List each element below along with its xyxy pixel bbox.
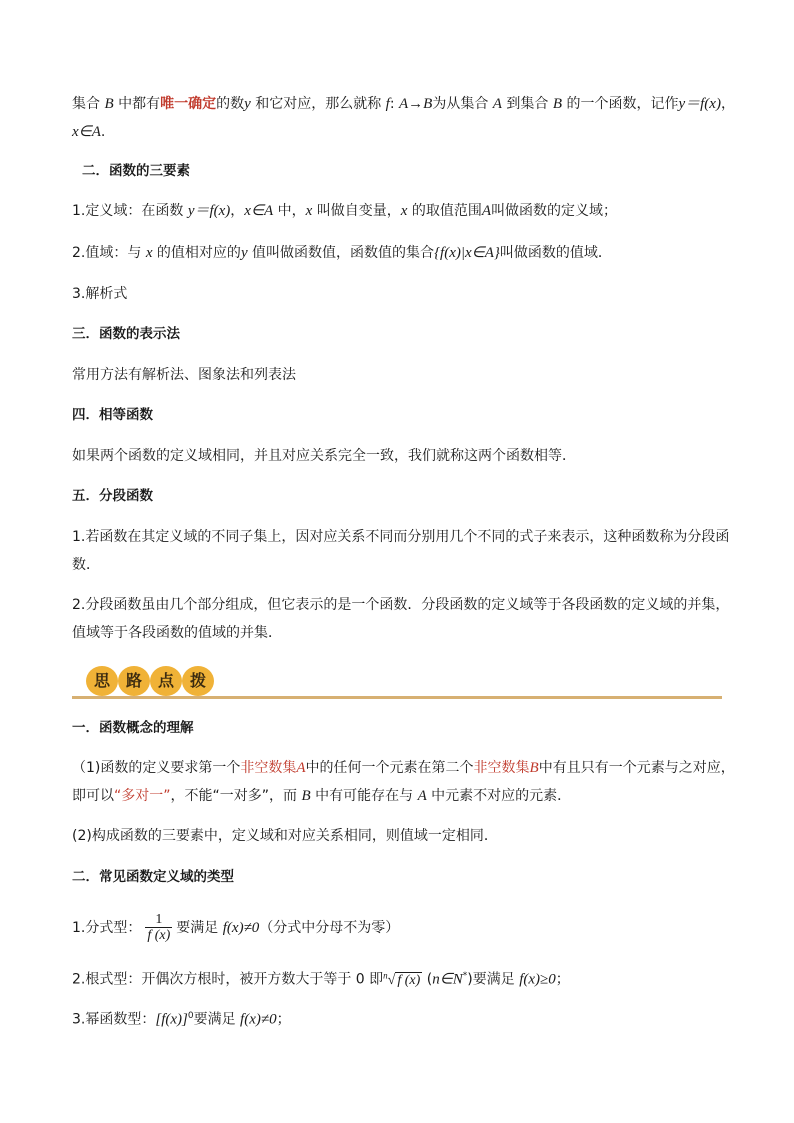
text: ，不能“一对多”，而 (170, 788, 302, 804)
math-var: A→B (399, 96, 433, 112)
text: 中， (273, 203, 306, 219)
text: 的取值范围 (407, 203, 482, 219)
text: 的一个函数，记作 (562, 96, 679, 112)
math-var: [f(x)] (155, 1011, 188, 1028)
text: 到集合 (501, 96, 553, 112)
section-heading: 二．函数的三要素 (82, 163, 190, 179)
paragraph-line: 1.若函数在其定义域的不同子集上，因对应关系不同而分别用几个不同的式子来表示，这种函数称为分段函 (72, 529, 730, 545)
banner-char: 拨 (182, 666, 214, 696)
section-heading: 四．相等函数 (72, 407, 153, 423)
math-var: x (400, 203, 408, 219)
section-heading: 一．函数概念的理解 (72, 720, 194, 736)
math-var: A (481, 203, 492, 219)
highlight-text: “多对一” (114, 788, 171, 804)
text: 叫做函数的值域． (499, 245, 612, 261)
range-item (72, 243, 612, 263)
text: 的数 (216, 96, 245, 112)
math-var: x∈A (72, 124, 101, 140)
paragraph-line (72, 786, 571, 806)
fraction-denominator: f (x) (147, 928, 171, 943)
math-var: B (552, 96, 563, 112)
text: 和它对应，那么就称 (250, 96, 386, 112)
fraction-numerator: 1 (145, 912, 172, 928)
radical-expression (383, 970, 422, 988)
tips-banner (72, 664, 722, 700)
banner-char: 点 (150, 666, 182, 696)
text: ( (422, 971, 433, 988)
math-var: y＝f(x) (187, 203, 231, 219)
text: 为从集合 (432, 96, 493, 112)
math-var: A (296, 760, 306, 776)
radical-sign-icon: √ (387, 972, 396, 988)
domain-item (72, 201, 617, 221)
text: ， (720, 96, 735, 112)
radical-type-item (72, 965, 570, 991)
math-var: n∈N (432, 971, 463, 988)
text: 1.分式型： (72, 920, 142, 936)
section-heading: 二．常见函数定义域的类型 (72, 869, 234, 885)
math-var: y (244, 96, 251, 112)
math-var: x (145, 245, 153, 261)
text: 的值相对应的 (152, 245, 241, 261)
text: ； (555, 971, 570, 988)
banner-char: 思 (86, 666, 118, 696)
superscript: * (462, 971, 468, 981)
text: : (389, 96, 399, 112)
math-var: {f(x)|x∈A} (434, 245, 500, 261)
expression-item: 3.解析式 (72, 286, 128, 302)
banner-char: 路 (118, 666, 150, 696)
math-var: x (305, 203, 313, 219)
text: 中都有 (113, 96, 161, 112)
math-var: f(x)≠0 (222, 920, 260, 936)
text: （分式中分母不为零） (259, 920, 400, 936)
highlight-text: 非空数集 (473, 760, 530, 776)
text: )要满足 (467, 971, 520, 988)
paragraph: 如果两个函数的定义域相同，并且对应关系完全一致，我们就称这两个函数相等． (72, 448, 576, 464)
fraction-type-item (72, 910, 399, 946)
text: 中元素不对应的元素． (426, 788, 572, 804)
text: 即可以 (72, 788, 114, 804)
section-heading: 三．函数的表示法 (72, 326, 180, 342)
math-var: y＝f(x) (678, 96, 721, 112)
text: 2.值域：与 (72, 245, 146, 261)
math-var: A (417, 788, 427, 804)
paragraph-line: 值域等于各段函数的值域的并集． (72, 625, 282, 641)
fraction (145, 912, 172, 944)
power-type-item (72, 1006, 291, 1030)
paragraph-line: (2)构成函数的三要素中，定义域和对应关系相同，则值域一定相同． (72, 828, 498, 844)
superscript: 0 (187, 1011, 194, 1021)
root-index: n (383, 970, 388, 980)
text: 叫做自变量， (312, 203, 401, 219)
paragraph-line (72, 758, 735, 778)
text: 要满足 (176, 920, 223, 936)
text: 2.根式型：开偶次方根时，被开方数大于等于 0 即 (72, 971, 384, 988)
text: 3.幂函数型： (72, 1011, 156, 1028)
highlight-text: 非空数集 (240, 760, 297, 776)
math-var: B (301, 788, 311, 804)
text: ， (230, 203, 245, 219)
section-heading: 五．分段函数 (72, 488, 153, 504)
math-var: f (385, 96, 390, 112)
radicand: f (x) (397, 972, 421, 988)
text: 中有可能存在与 (310, 788, 418, 804)
definition-line-2 (72, 122, 105, 142)
text: . (100, 124, 106, 140)
math-var: A (492, 96, 502, 112)
text: 要满足 (193, 1011, 241, 1028)
definition-line-1 (72, 94, 735, 114)
text: 值叫做函数值，函数值的集合 (247, 245, 435, 261)
text: 1.定义域：在函数 (72, 203, 188, 219)
text: 集合 (72, 96, 105, 112)
text: （1)函数的定义要求第一个 (72, 760, 241, 776)
paragraph-line: 2.分段函数虽由几个部分组成，但它表示的是一个函数．分段函数的定义域等于各段函数的定义域的并集， (72, 597, 730, 613)
math-var: y (240, 245, 248, 261)
math-var: f(x)≠0 (240, 1011, 277, 1028)
text: 叫做函数的定义域； (491, 203, 618, 219)
text: ； (276, 1011, 291, 1028)
math-var: f(x)≥0 (519, 971, 556, 988)
banner-rule (72, 696, 722, 699)
paragraph-line: 数． (72, 557, 100, 573)
highlight-text: 唯一确定 (160, 96, 217, 112)
paragraph: 常用方法有解析法、图象法和列表法 (72, 367, 296, 383)
text: 中有且只有一个元素与之对应， (538, 760, 735, 776)
math-var: B (529, 760, 539, 776)
text: 中的任何一个元素在第二个 (305, 760, 474, 776)
math-var: B (104, 96, 114, 112)
math-var: x∈A (244, 203, 274, 219)
